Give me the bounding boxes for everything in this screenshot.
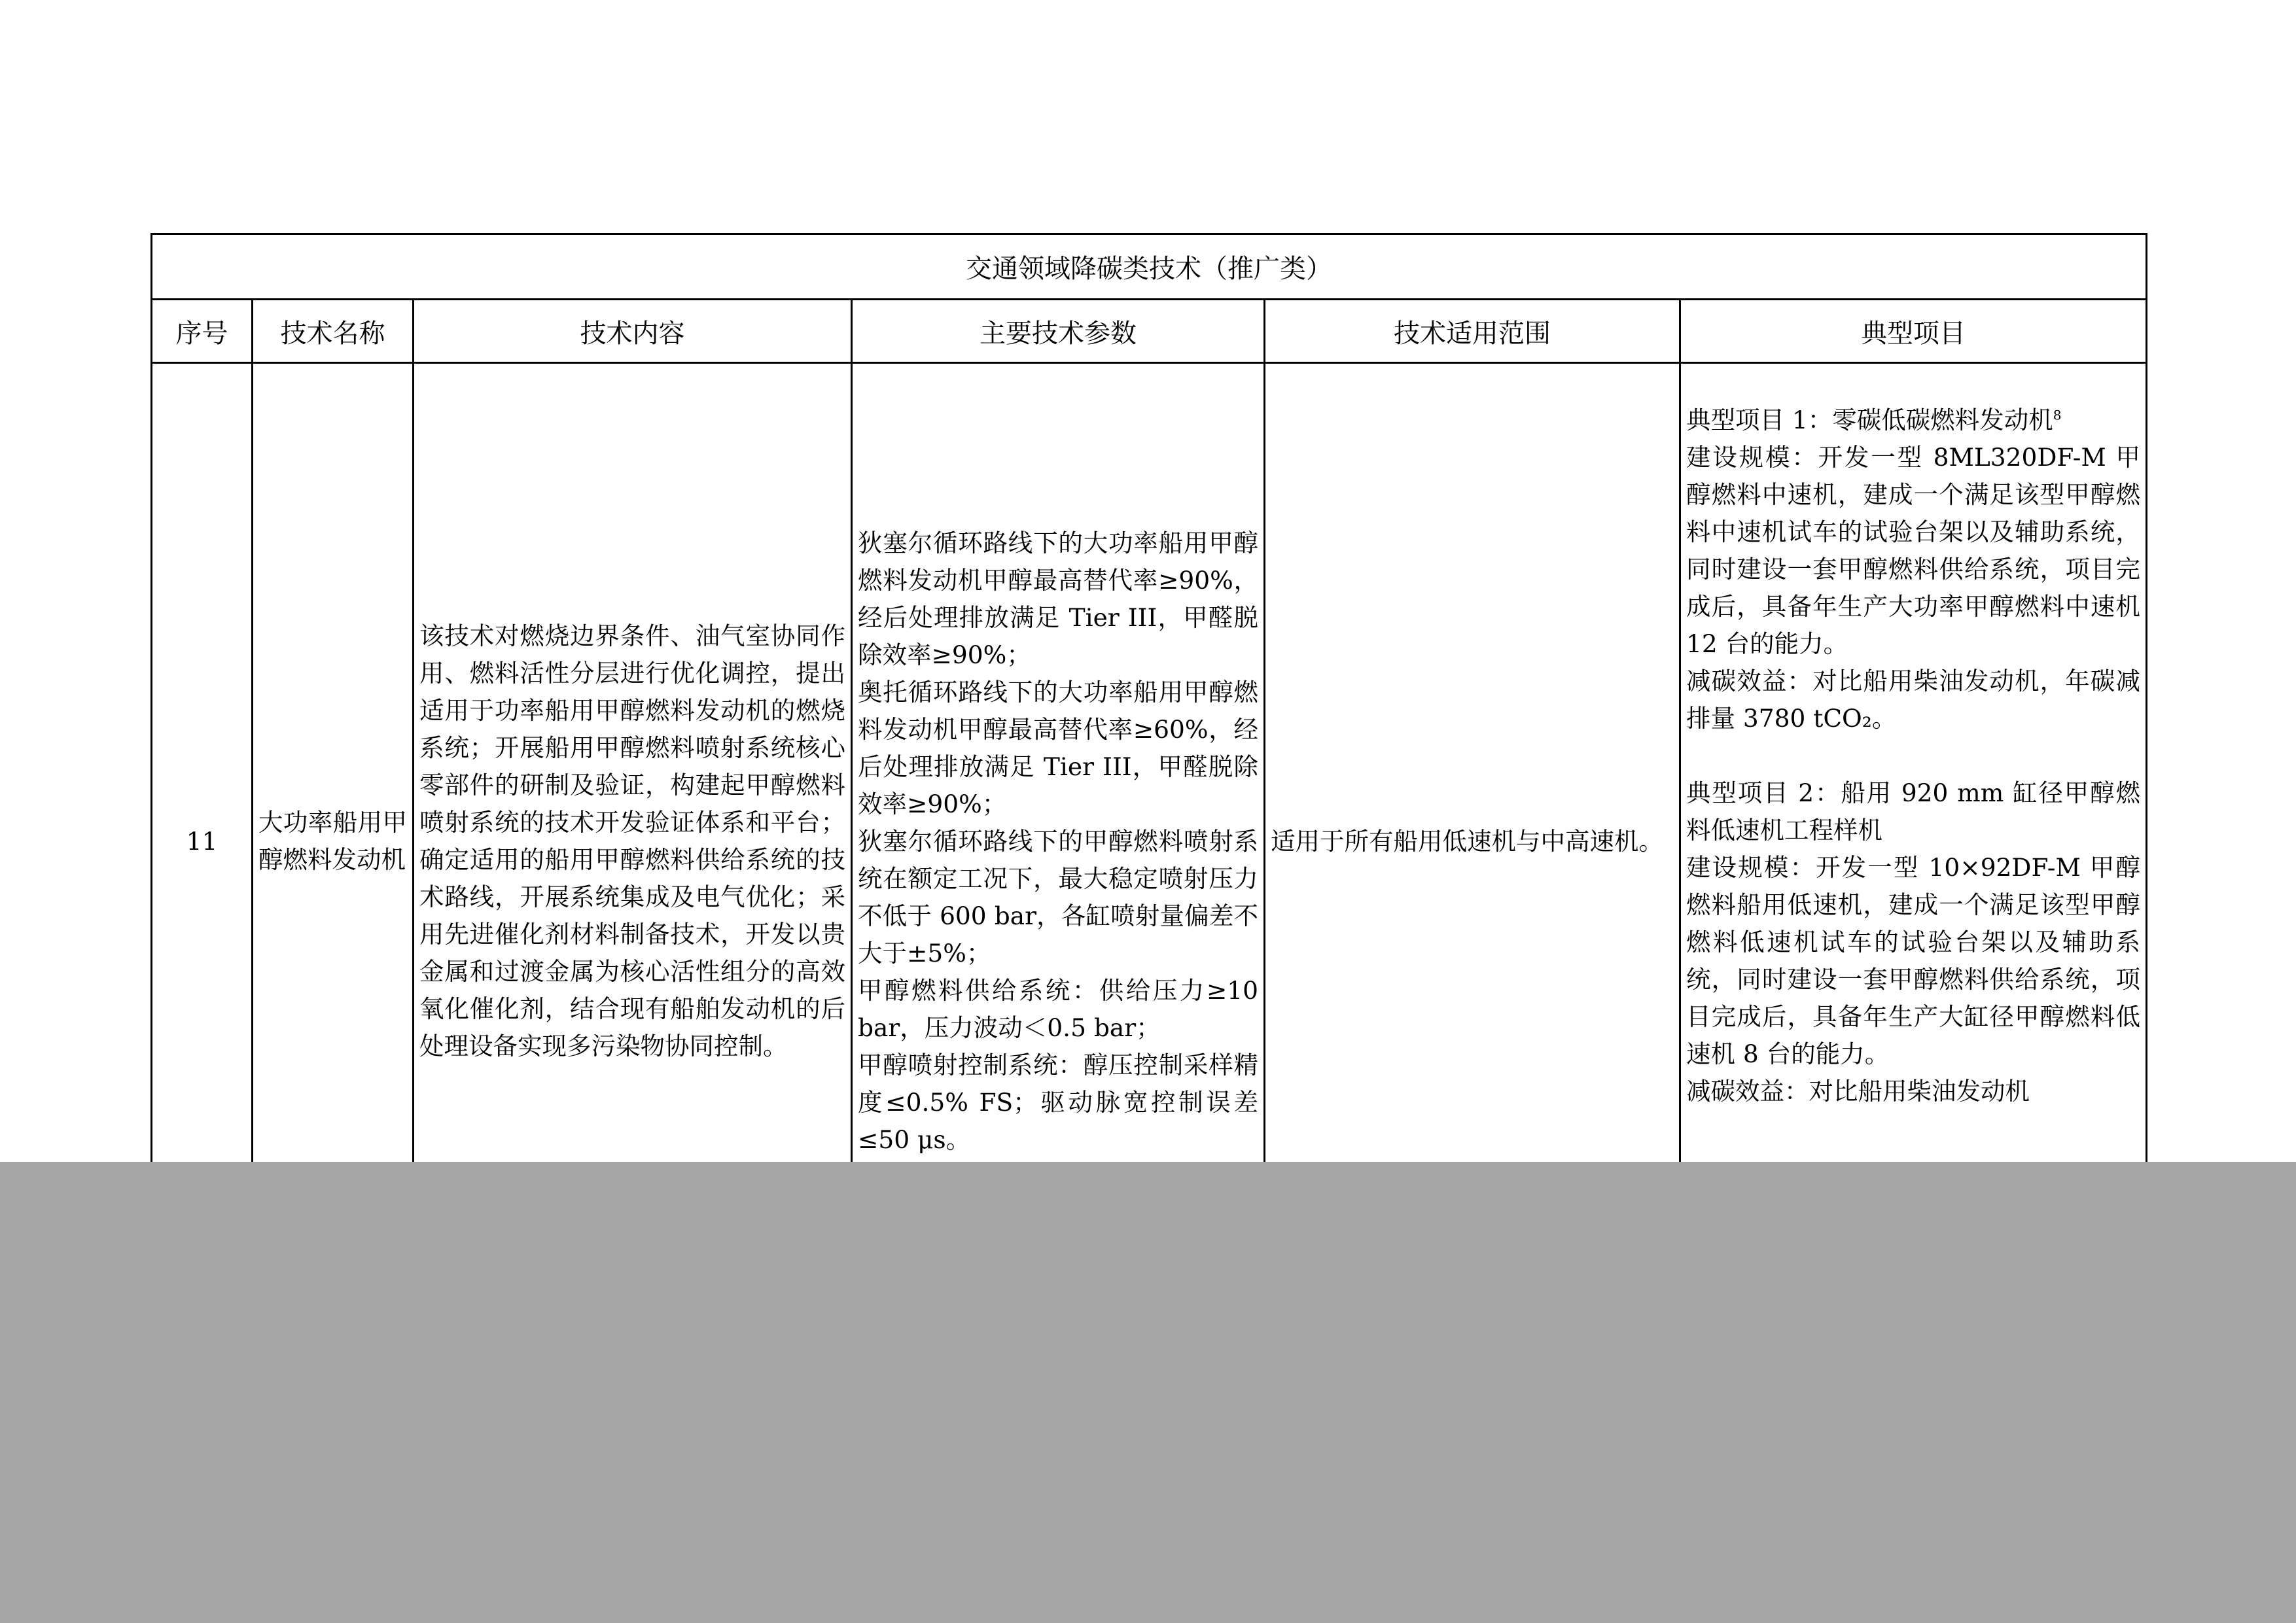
typical-project-1-scale: 建设规模：开发一型 8ML320DF-M 甲醇燃料中速机，建成一个满足该型甲醇燃料中速机试车的试验台架以及辅助系统，同时建设一套甲醇燃料供给系统，项目完成后，具备年生产大功率甲醇燃料中速机 12 台的能力。	[1686, 443, 2141, 658]
param-line: 奥托循环路线下的大功率船用甲醇燃料发动机甲醇最高替代率≥60%，经后处理排放满足 Tier III，甲醛脱除效率≥90%；	[858, 677, 1258, 818]
param-line: 甲醇喷射控制系统：醇压控制采样精度≤0.5% FS；驱动脉宽控制误差≤50 μs。	[858, 1050, 1258, 1154]
param-line: 甲醇燃料供给系统：供给压力≥10 bar，压力波动＜0.5 bar；	[858, 975, 1258, 1042]
table-caption: 交通领域降碳类技术（推广类）	[152, 234, 2147, 300]
row-params	[853, 525, 1263, 1159]
header-index: 序号	[152, 300, 253, 363]
header-params: 主要技术参数	[852, 300, 1265, 363]
technology-table	[150, 233, 2147, 1321]
typical-project-2-scale: 建设规模：开发一型 10×92DF-M 甲醇燃料船用低速机，建成一个满足该型甲醇燃料低速机试车的试验台架以及辅助系统，同时建设一套甲醇燃料供给系统，项目完成后，具备年生产大缸径甲醇燃料低速机 8 台的能力。	[1686, 853, 2141, 1068]
row-name: 大功率船用甲醇燃料发动机	[258, 808, 407, 874]
row-typical	[1681, 364, 2146, 1110]
header-typical: 典型项目	[1680, 300, 2147, 363]
footnote-marker: 8	[2053, 407, 2062, 423]
header-content: 技术内容	[414, 300, 852, 363]
typical-project-2-benefit: 减碳效益：对比船用柴油发动机	[1686, 1077, 2030, 1106]
row-index: 11	[152, 363, 253, 1320]
row-content: 该技术对燃烧边界条件、油气室协同作用、燃料活性分层进行优化调控，提出适用于功率船用甲醇燃料发动机的燃烧系统；开展船用甲醇燃料喷射系统核心零部件的研制及验证，构建起甲醇燃料喷射系统的技术开发验证体系和平台；确定适用的船用甲醇燃料供给系统的技术路线，开展系统集成及电气优化；采用先进催化剂材料制备技术，开发以贵金属和过渡金属为核心活性组分的高效氧化催化剂，结合现有船舶发动机的后处理设备实现多污染物协同控制。	[419, 621, 845, 1060]
typical-project-1-title: 典型项目 1：零碳低碳燃料发动机$^8$	[1686, 406, 2062, 434]
gray-overlay	[0, 1162, 2296, 1623]
header-name: 技术名称	[253, 300, 414, 363]
typical-project-1-benefit: 减碳效益：对比船用柴油发动机，年碳减排量 3780 tCO₂。	[1686, 667, 2141, 733]
param-line: 狄塞尔循环路线下的大功率船用甲醇燃料发动机甲醇最高替代率≥90%，经后处理排放满足 Tier III，甲醛脱除效率≥90%；	[858, 528, 1258, 669]
param-line: 狄塞尔循环路线下的甲醇燃料喷射系统在额定工况下，最大稳定喷射压力不低于 600 bar，各缸喷射量偏差不大于±5%；	[858, 826, 1258, 968]
row-scope: 适用于所有船用低速机与中高速机。	[1271, 826, 1663, 856]
typical-project-2-title: 典型项目 2：船用 920 mm 缸径甲醇燃料低速机工程样机	[1686, 778, 2141, 845]
spacer	[1686, 737, 2140, 775]
header-scope: 技术适用范围	[1265, 300, 1680, 363]
